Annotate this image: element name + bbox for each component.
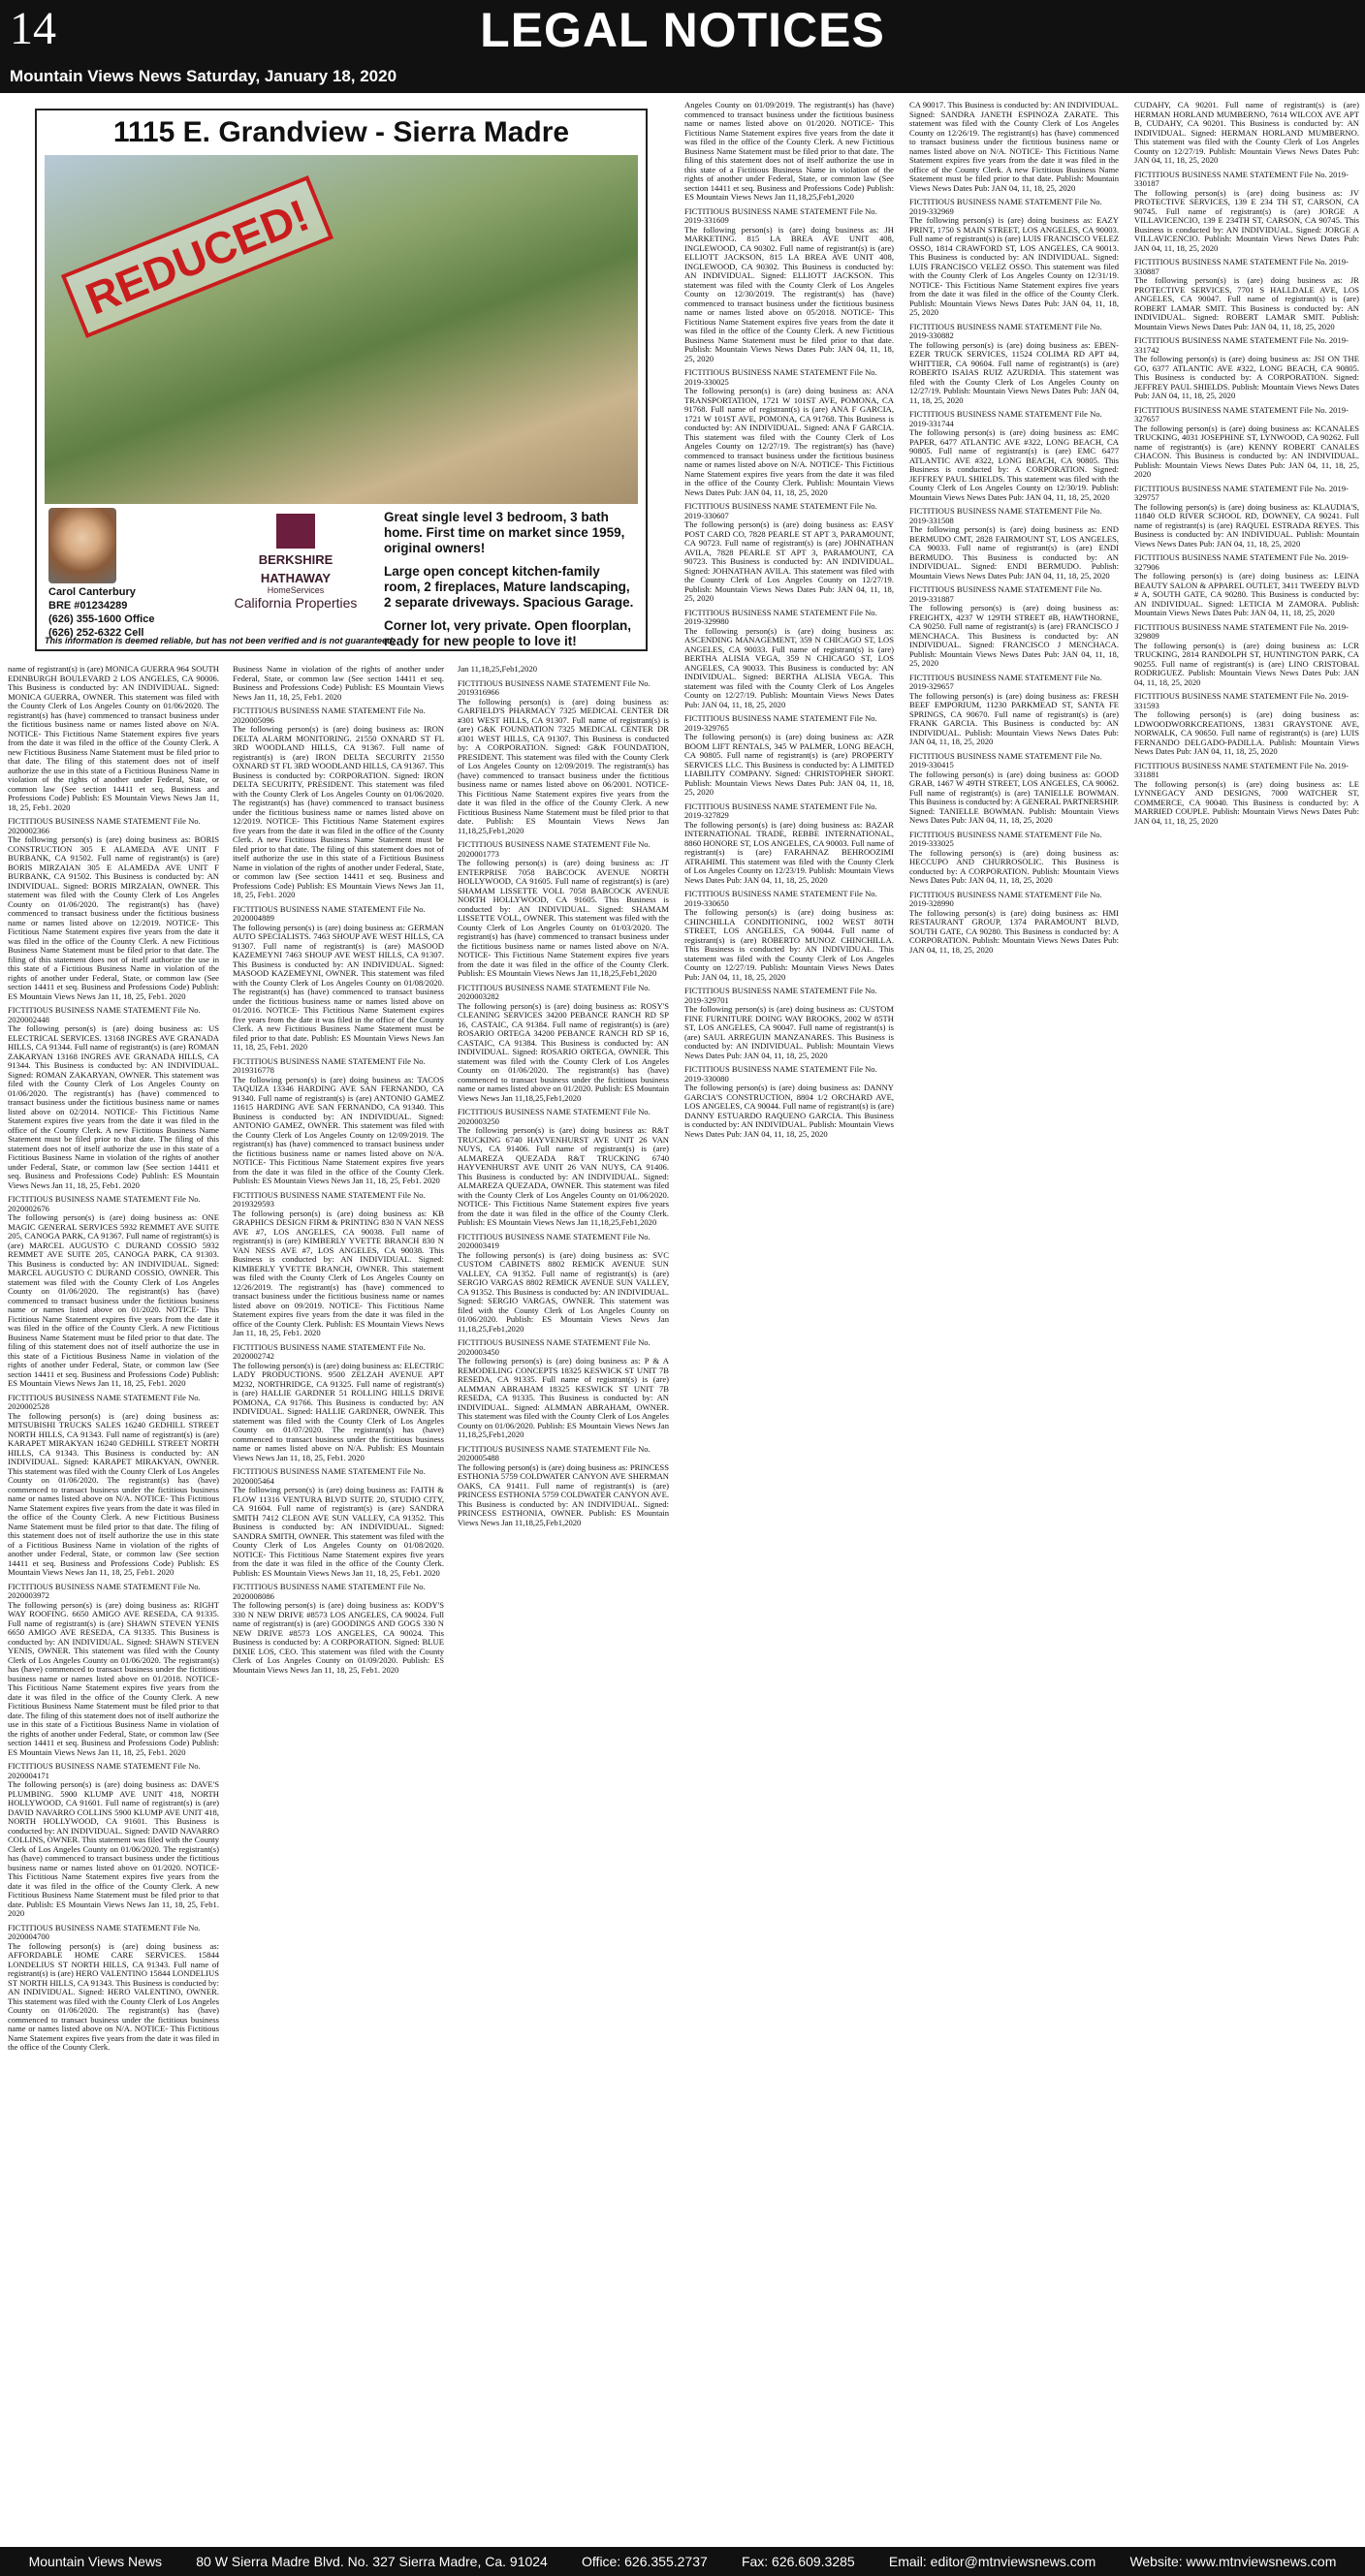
notice-body: Jan 11,18,25,Feb1,2020 (458, 665, 538, 674)
notice-heading: FICTITIOUS BUSINESS NAME STATEMENT File No. 2020002366 (8, 816, 201, 835)
section-title: LEGAL NOTICES (480, 3, 885, 57)
notice-body: The following person(s) is (are) doing business as: AZR BOOM LIFT RENTALS, 345 W PALMER, LONG BEACH, CA 90805. Full name of registrant(s) is (are) PROPERTY SERVICES LLC. This Business is conducted by: A LIMITED LIABILITY COMPANY. Signed: CHRISTOPHER SHORT. Publish: Mountain Views News Dates Pub: JAN 04, 11, 18, 25, 2020 (684, 732, 894, 797)
footer-office: Office: 626.355.2737 (582, 2554, 708, 2569)
notice-body: The following person(s) is (are) doing business as: RIGHT WAY ROOFING. 6650 AMIGO AVE RESEDA, CA 91335. Full name of registrant(s) is (are) SHAWN STEVEN YENIS 6650 AMIGO AVE RESEDA, CA 91335. This Business is conducted by: AN INDIVIDUAL. Signed: SHAWN STEVEN YENIS, OWNER. This statement was filed with the County Clerk of Los Angeles County on 01/06/2020. The registrant(s) has (have) commenced to transact business under the fictitious business name or names listed above on 01/2018. NOTICE- This Fictitious Name Statement expires five years from the date it was filed in the office of the County Clerk. A new Fictitious Business Name Statement must be filed prior to that date. The filing of this statement does not of itself authorize the use in this state of a Fictitious Business Name in violation of the rights of another under Federal, State, or common law (See section 14411 et seq. Business and Professions Code) Publish: ES Mountain Views News Jan 11, 18, 25, Feb1. 2020 (8, 1599, 219, 1757)
notice-heading: FICTITIOUS BUSINESS NAME STATEMENT File No. 2019-332969 (909, 197, 1102, 216)
broker-name-4: California Properties (234, 595, 358, 611)
notice-body: The following person(s) is (are) doing business as: HECCUPO AND CHURROSOLIC. This Business is conducted by: A CORPORATION. Publish: Mountain Views News Dates Pub: JAN 04, 11, 18, 25, 2020 (909, 847, 1119, 885)
notice-heading: FICTITIOUS BUSINESS NAME STATEMENT File No. 2019-331508 (909, 506, 1102, 525)
notice-heading: FICTITIOUS BUSINESS NAME STATEMENT File No. 2020008086 (233, 1582, 426, 1601)
notice-heading: FICTITIOUS BUSINESS NAME STATEMENT File No. 2019-329980 (684, 607, 877, 626)
notice-heading: FICTITIOUS BUSINESS NAME STATEMENT File No. 2019-330080 (684, 1064, 877, 1084)
notice-body: The following person(s) is (are) doing business as: LE LYNNEGACY AND DESIGNS, 7000 WATCHER ST, COMMERCE, CA 90040. This Business is conducted by: A MARRIED COUPLE. Publish: Mountain Views News Dates Pub: JAN 04, 11, 18, 25, 2020 (1134, 778, 1359, 826)
notice-body: The following person(s) is (are) doing business as: ANA TRANSPORTATION, 1721 W 101ST AVE, POMONA, CA 91768. Full name of registrant(s) is (are) ANA F GARCIA, 1721 W 101ST AVE, POMONA, CA 91768. This Business is conducted by: AN INDIVIDUAL. Signed: ANA F GARCIA. This statement was filed with the County Clerk of Los Angeles County on 12/27/19. The registrant(s) has (have) commenced to transact business under the fictitious business name or names listed above on N/A. NOTICE- This Fictitious Name Statement expires five years from the date it was filed in the office of the County Clerk. Publish: Mountain Views News Dates Pub: JAN 04, 11, 18, 25, 2020 (684, 386, 894, 497)
house-photo (45, 155, 638, 504)
broker-logo (213, 514, 378, 611)
notice-heading: FICTITIOUS BUSINESS NAME STATEMENT File No. 2019-329765 (684, 713, 877, 733)
notice-heading: FICTITIOUS BUSINESS NAME STATEMENT File No. 2019-333025 (909, 829, 1102, 848)
notice-heading: FICTITIOUS BUSINESS NAME STATEMENT File No. 2020002742 (233, 1341, 426, 1361)
notice-heading: FICTITIOUS BUSINESS NAME STATEMENT File No. 2019316778 (233, 1055, 426, 1075)
agent-office-phone: (626) 355-1600 Office (48, 613, 155, 625)
notice-body: The following person(s) is (are) doing business as: END BERMUDO CMT, 2828 FAIRMOUNT ST, LOS ANGELES, CA 90033. Full name of registrant(s) is (are) ENDI BERMUDO. This Business is conducted by: AN INDIVIDUAL. Signed: ENDI BERMUDO. Publish: Mountain Views News Dates Pub: JAN 04, 11, 18, 25, 2020 (909, 524, 1119, 581)
notice-heading: FICTITIOUS BUSINESS NAME STATEMENT File No. 2019-330650 (684, 889, 877, 908)
notice-heading: FICTITIOUS BUSINESS NAME STATEMENT File No. 2020002448 (8, 1005, 201, 1024)
notice-heading: FICTITIOUS BUSINESS NAME STATEMENT File No. 2020001773 (458, 839, 651, 859)
notice-body: Angeles County on 01/09/2019. The registrant(s) has (have) commenced to transact business under the fictitious business name or names listed above on 01/2020. NOTICE- This Fictitious Name Statement expires five years from the date it was filed in the office of the County Clerk. A new Fictitious Business Name Statement must be filed prior to that date. The filing of this statement does not of itself authorize the use in this state of a Fictitious Business Name in violation of the rights of another under Federal, State, or common law (See section 14411 et seq. Business and Professions Code) Publish: ES Mountain Views News Jan 11,18,25,Feb1,2020 (684, 101, 894, 202)
notice-heading: FICTITIOUS BUSINESS NAME STATEMENT File No. 2019-331609 (684, 205, 877, 225)
notice-body: The following person(s) is (are) doing business as: MITSUBISHI TRUCKS SALES 16240 GEDHILL STREET NORTH HILLS, CA 91343. Full name of registrant(s) is (are) KARAPET MIRAKYAN 16240 GEDHILL STREET NORTH HILLS, CA 91343. This Business is conducted by: AN INDIVIDUAL. Signed: KARAPET MIRAKYAN, OWNER. This statement was filed with the County Clerk of Los Angeles County on 01/06/2020. The registrant(s) has (have) commenced to transact business under the fictitious business name or names listed above on N/A. NOTICE- This Fictitious Name Statement expires five years from the date it was filed in the office of the County Clerk. A new Fictitious Business Name Statement must be filed prior to that date. The filing of this statement does not of itself authorize the use in this state of a Fictitious Business Name in violation of the rights of another under Federal, State, or common law (See section 14411 et seq. Business and Professions Code) Publish: ES Mountain Views News Jan 11, 18, 25, Feb1. 2020 (8, 1410, 219, 1577)
notice-heading: FICTITIOUS BUSINESS NAME STATEMENT File No. 2020003972 (8, 1581, 201, 1600)
notice-body: The following person(s) is (are) doing business as: JT ENTERPRISE 7058 BABCOCK AVENUE NORTH HOLLYWOOD, CA 91605. Full name of registrant(s) is (are) SHAMAM LISSETTE VOLL 7058 BABCOCK AVENUE NORTH HOLLYWOOD, CA 91605. This Business is conducted by: AN INDIVIDUAL. Signed: SHAMAM LISSETTE VOLL, OWNER. This statement was filed with the County Clerk of Los Angeles County on 01/03/2020. The registrant(s) has (have) commenced to transact business under the fictitious business name or names listed above on N/A. NOTICE- This Fictitious Name Statement expires five years from the date it was filed in the office of the County Clerk. Publish: ES Mountain Views News Jan 11,18,25,Feb1,2020 (458, 858, 669, 978)
notice-body: name of registrant(s) is (are) MONICA GUERRA 964 SOUTH EDINBURGH BOULEVARD 2 LOS ANGELES, CA 90006. This Business is conducted by: AN INDIVIDUAL. Signed: MONICA GUERRA, OWNER. This statement was filed with the County Clerk of Los Angeles County on 01/06/2020. The registrant(s) has (have) commenced to transact business under the fictitious business name or names listed above on N/A. NOTICE- This Fictitious Name Statement expires five years from the date it was filed in the office of the County Clerk. A new Fictitious Business Name Statement must be filed prior to that date. The filing of this statement does not of itself authorize the use in this state of a Fictitious Business Name in violation of the rights of another under Federal, State, or common law (See section 14411 et seq. Business and Professions Code) Publish: ES Mountain Views News Jan 11, 18, 25, Feb1. 2020 (8, 665, 219, 812)
notice-heading: FICTITIOUS BUSINESS NAME STATEMENT File No. 2019-331887 (909, 584, 1102, 604)
dateline: Mountain Views News Saturday, January 18, 2020 (0, 60, 1365, 93)
notice-body: CA 90017. This Business is conducted by: AN INDIVIDUAL. Signed: SANDRA JANETH ESPINOZA ZARATE. This statement was filed with the County Clerk of Los Angeles County on 12/26/19. The registrant(s) has (have) commenced to transact business under the fictitious business name or names listed above on N/A. NOTICE- This Fictitious Name Statement expires five years from the date it was filed in the office of the County Clerk. A new Fictitious Business Name Statement must be filed prior to that date. Publish: Mountain Views News Dates Pub: JAN 04, 11, 18, 25, 2020 (909, 101, 1119, 193)
notice-body: The following person(s) is (are) doing business as: DANNY GARCIA'S CONSTRUCTION, 8804 1/2 ORCHARD AVE, LOS ANGELES, CA 90044. Full name of registrant(s) is (are) DANNY ESTUARDO RAQUENO GARCIA. This Business is conducted by: AN INDIVIDUAL. Publish: Mountain Views News Dates Pub: JAN 04, 11, 18, 25, 2020 (684, 1083, 894, 1139)
notice-body: The following person(s) is (are) doing business as: ASCENDING MANAGEMENT, 359 N CHICAGO ST, LOS ANGELES, CA 90033. Full name of registrant(s) is (are) BERTHA ALISIA VEGA, 359 N CHICAGO ST, LOS ANGELES, CA 90033. This Business is conducted by: AN INDIVIDUAL. Signed: BERTHA ALISIA VEGA. This statement was filed with the County Clerk of Los Angeles County on 12/27/19. Publish: Mountain Views News Dates Pub: JAN 04, 11, 18, 25, 2020 (684, 625, 894, 709)
notice-heading: FICTITIOUS BUSINESS NAME STATEMENT File No. 2020002528 (8, 1392, 201, 1411)
notice-heading: FICTITIOUS BUSINESS NAME STATEMENT File No. 2019-331742 (1134, 335, 1349, 355)
notice-body: The following person(s) is (are) doing business as: TACOS TAQUIZA 13346 HARDING AVE SAN FERNANDO, CA 91340. Full name of registrant(s) is (are) ANTONIO GAMEZ 11615 HARDING AVE SAN FERNANDO, CA 91340. This Business is conducted by: AN INDIVIDUAL. Signed: ANTONIO GAMEZ, OWNER. This statement was filed with the County Clerk of Los Angeles County on 12/09/2019. The registrant(s) has (have) commenced to transact business under the fictitious business name or names listed above on N/A. NOTICE- This Fictitious Name Statement expires five years from the date it was filed in the office of the County Clerk. Publish: ES Mountain Views News Jan 11, 18, 25, Feb1. 2020 (233, 1074, 444, 1185)
notice-body: The following person(s) is (are) doing business as: JV PROTECTIVE SERVICES, 139 E 234 TH ST, CARSON, CA 90745. Full name of registrant(s) is (are) JORGE A VILLAVICENCIO, 139 E 234TH ST, CARSON, CA 90745. This Business is conducted by: AN INDIVIDUAL. Signed: JORGE A VILLAVICENCIO. Publish: Mountain Views News Dates Pub: JAN 04, 11, 18, 25, 2020 (1134, 187, 1359, 253)
notice-heading: FICTITIOUS BUSINESS NAME STATEMENT File No. 2019-327906 (1134, 552, 1349, 572)
column-6 (1134, 101, 1359, 2537)
footer-fax: Fax: 626.609.3285 (741, 2554, 855, 2569)
notice-heading: FICTITIOUS BUSINESS NAME STATEMENT File No. 2019-331881 (1134, 760, 1349, 779)
notice-heading: FICTITIOUS BUSINESS NAME STATEMENT File No. 2020005464 (233, 1466, 426, 1486)
notice-heading: FICTITIOUS BUSINESS NAME STATEMENT File No. 2019-327829 (684, 801, 877, 820)
notice-heading: FICTITIOUS BUSINESS NAME STATEMENT File No. 2019-330882 (909, 321, 1102, 340)
notice-body: The following person(s) is (are) doing business as: US ELECTRICAL SERVICES. 13168 INGRES AVE GRANADA HILLS, CA 91344. Full name of registrant(s) is (are) ROMAN ZAKARYAN 13168 INGRES AVE GRANADA HILLS, CA 91344. This Business is conducted by: AN INDIVIDUAL. Signed: ROMAN ZAKARYAN, OWNER. This statement was filed with the County Clerk of Los Angeles County on 01/06/2020. The registrant(s) has (have) commenced to transact business under the fictitious business name or names listed above on 02/2014. NOTICE- This Fictitious Name Statement expires five years from the date it was filed in the office of the County Clerk. A new Fictitious Business Name Statement must be filed prior to that date. The filing of this statement does not of itself authorize the use in this state of a Fictitious Business Name in violation of the rights of another under Federal, State, or common law (See section 14411 et seq. Business and Professions Code) Publish: ES Mountain Views News Jan 11, 18, 25, Feb1. 2020 (8, 1023, 219, 1190)
notice-heading: FICTITIOUS BUSINESS NAME STATEMENT File No. 2019-330887 (1134, 257, 1349, 276)
notice-body: The following person(s) is (are) doing business as: ELECTRIC LADY PRODUCTIONS. 9500 ZELZAH AVENUE APT M232, NORTHRIDGE, CA 91325. Full name of registrant(s) is (are) HALLIE GARDNER 51 ROLLING HILLS DRIVE POMONA, CA 91766. This Business is conducted by: AN INDIVIDUAL. Signed: HALLIE GARDNER, OWNER. This statement was filed with the County Clerk of Los Angeles County on 01/07/2020. The registrant(s) has (have) commenced to transact business under the fictitious business name or names listed above on N/A. Publish: ES Mountain Views News Jan 11, 18, 25, Feb1. 2020 (233, 1360, 444, 1462)
notice-body: The following person(s) is (are) doing business as: AFFORDABLE HOME CARE SERVICES. 15844 LONDELIUS ST NORTH HILLS, CA 91343. Full name of registrant(s) is (are) HERO VALENTINO 15844 LONDELIUS ST NORTH HILLS, CA 91343. This Business is conducted by: AN INDIVIDUAL. Signed: HERO VALENTINO, OWNER. This statement was filed with the County Clerk of Los Angeles County on 01/06/2020. The registrant(s) has (have) commenced to transact business under the fictitious business name or names listed above on N/A. NOTICE- This Fictitious Name Statement expires five years from the date it was filed in the office of the County Clerk. (8, 1940, 219, 2052)
notice-heading: FICTITIOUS BUSINESS NAME STATEMENT File No. 2019-330025 (684, 367, 877, 387)
agent-name: Carol Canterbury (48, 586, 136, 598)
notice-heading: FICTITIOUS BUSINESS NAME STATEMENT File No. 2019-328990 (909, 889, 1102, 908)
notice-body: The following person(s) is (are) doing business as: LDWOODWORKCREATIONS, 13831 GRAYSTONE AVE, NORWALK, CA 90650. Full name of registrant(s) is (are) LUIS FERNANDO DELGADO-PADILLA. Publish: Mountain Views News Dates Pub: JAN 04, 11, 18, 25, 2020 (1134, 709, 1359, 756)
agent-photo (48, 508, 116, 583)
footer-paper: Mountain Views News (28, 2554, 163, 2569)
reduced-stamp: REDUCED! (61, 175, 333, 338)
column-3 (458, 665, 669, 2537)
notice-heading: FICTITIOUS BUSINESS NAME STATEMENT File No. 2019-330607 (684, 501, 877, 520)
notice-body: The following person(s) is (are) doing business as: EBEN-EZER TRUCK SERVICES, 11524 COLIMA RD APT #4, WHITTIER, CA 90604. Full name of registrant(s) is (are) ROBERTO ISAIAS RUIZ AZURDIA. This statement was filed with the County Clerk of Los Angeles County on 12/27/19. Publish: Mountain Views News Dates Pub: JAN 04, 11, 18, 25, 2020 (909, 339, 1119, 405)
notice-body: The following person(s) is (are) doing business as: BAZAR INTERNATIONAL TRADE, REBBE INTERNATIONAL, 8860 HONORE ST, LOS ANGELES, CA 90003. Full name of registrant(s) is (are) FARAHNAZ BEHROOZIMI ATRAHIMI. This statement was filed with the County Clerk of Los Angeles County on 12/23/19. Publish: Mountain Views News Dates Pub: JAN 04, 11, 18, 25, 2020 (684, 819, 894, 885)
agent-bre: BRE #01234289 (48, 600, 128, 612)
notice-heading: FICTITIOUS BUSINESS NAME STATEMENT File No. 2020003450 (458, 1337, 651, 1357)
notice-heading: FICTITIOUS BUSINESS NAME STATEMENT File No. 2020003250 (458, 1107, 651, 1126)
page-number: 14 (10, 3, 56, 54)
notice-body: The following person(s) is (are) doing business as: FRESH BEEF EMPORIUM, 11230 PARKMEAD ST, SANTA FE SPRINGS, CA 90670. Full name of registrant(s) is (are) FRANK GARCIA. This Business is conducted by: AN INDIVIDUAL. Publish: Mountain Views News Dates Pub: JAN 04, 11, 18, 25, 2020 (909, 690, 1119, 746)
notice-body: The following person(s) is (are) doing business as: DAVE'S PLUMBING. 5900 KLUMP AVE UNIT 418, NORTH HOLLYWOOD, CA 91601. Full name of registrant(s) is (are) DAVID NAVARRO COLLINS 5900 KLUMP AVE UNIT 418, NORTH HOLLYWOOD, CA 91601. This Business is conducted by: AN INDIVIDUAL. Signed: DAVID NAVARRO COLLINS, OWNER. This statement was filed with the County Clerk of Los Angeles County on 01/06/2020. The registrant(s) has (have) commenced to transact business under the fictitious business name or names listed above on 01/2020. NOTICE- This Fictitious Name Statement expires five years from the date it was filed in the office of the County Clerk. A new Fictitious Business Name Statement must be filed prior to that date. Publish: ES Mountain Views News Jan 11, 18, 25, Feb1. 2020 (8, 1779, 219, 1918)
notice-body: The following person(s) is (are) doing business as: P & A REMODELING CONCEPTS 18325 KESWICK ST UNIT 7B RESEDA, CA 91335. Full name of registrant(s) is (are) ALMMAN ABRAHAM 18325 KESWICK ST UNIT 7B RESEDA, CA 91335. This Business is conducted by: AN INDIVIDUAL. Signed: ALMMAN ABRAHAM, OWNER. This statement was filed with the County Clerk of Los Angeles County on 01/06/2020. Publish: ES Mountain Views News Jan 11,18,25,Feb1,2020 (458, 1356, 669, 1439)
footer-address: 80 W Sierra Madre Blvd. No. 327 Sierra Madre, Ca. 91024 (196, 2554, 548, 2569)
ad-desc-1: Great single level 3 bedroom, 3 bath home. First time on market since 1959, original owners! (384, 510, 625, 555)
column-5 (909, 101, 1119, 2537)
notice-heading: FICTITIOUS BUSINESS NAME STATEMENT File No. 2019-329757 (1134, 483, 1349, 502)
notice-heading: FICTITIOUS BUSINESS NAME STATEMENT File No. 2019-331593 (1134, 691, 1349, 710)
notice-heading: FICTITIOUS BUSINESS NAME STATEMENT File No. 2020004889 (233, 903, 426, 923)
notice-body: The following person(s) is (are) doing business as: IRON DELTA ALARM MONITORING. 21550 OXNARD ST FL 3RD WOODLAND HILLS, CA 91367. Full name of registrant(s) is (are) IRON DELTA SECURITY 21550 OXNARD ST FL 3RD WOODLAND HILLS, CA 91367. This Business is conducted by: CORPORATION. Signed: IRON DELTA SECURITY, PRESIDENT. This statement was filed with the County Clerk of Los Angeles County on 01/06/2020. The registrant(s) has (have) commenced to transact business under the fictitious business name or names listed above on 12/2019. NOTICE- This Fictitious Name Statement expires five years from the date it was filed in the office of the County Clerk. A new Fictitious Business Name Statement must be filed prior to that date. The filing of this statement does not of itself authorize the use in this state of a Fictitious Business Name in violation of the rights of another under Federal, State, or common law (See section 14411 et seq. Business and Professions Code) Publish: ES Mountain Views News Jan 11, 18, 25, Feb1. 2020 (233, 724, 444, 899)
notice-heading: FICTITIOUS BUSINESS NAME STATEMENT File No. 2019-331744 (909, 409, 1102, 428)
notice-body: The following person(s) is (are) doing business as: GARFIELD'S PHARMACY 7325 MEDICAL CENTER DR #301 WEST HILLS, CA 91307. Full name of registrant(s) is (are) G&K FOUNDATION 7325 MEDICAL CENTER DR #301 WEST HILLS, CA 91307. This Business is conducted by: A CORPORATION. Signed: G&K FOUNDATION, PRESIDENT. This statement was filed with the County Clerk of Los Angeles County on 12/09/2019. The registrant(s) has (have) commenced to transact business under the fictitious business name or names listed above on 06/2001. NOTICE- This Fictitious Name Statement expires five years from the date it was filed in the office of the County Clerk. A new Fictitious Business Name Statement must be filed prior to that date. Publish: ES Mountain Views News Jan 11,18,25,Feb1,2020 (458, 696, 669, 835)
ad-description (384, 510, 640, 657)
notice-body: The following person(s) is (are) doing business as: HMI RESTAURANT GROUP, 1374 PARAMOUNT BLVD, SOUTH GATE, CA 90280. This Business is conducted by: A CORPORATION. Publish: Mountain Views News Dates Pub: JAN 04, 11, 18, 25, 2020 (909, 907, 1119, 955)
notice-heading: FICTITIOUS BUSINESS NAME STATEMENT File No. 2019316966 (458, 677, 651, 697)
notice-body: The following person(s) is (are) doing business as: KLAUDIA'S, 11840 OLD RIVER SCHOOL RD, DOWNEY, CA 90241. Full name of registrant(s) is (are) RAQUEL ESTRADA REYES. This Business is conducted by: AN INDIVIDUAL. Publish: Mountain Views News Dates Pub: JAN 04, 11, 18, 25, 2020 (1134, 501, 1359, 549)
notice-body: CUDAHY, CA 90201. Full name of registrant(s) is (are) HERMAN HORLAND MUMBERNO, 7614 WILCOX AVE APT B, CUDAHY, CA 90201. This Business is conducted by: AN INDIVIDUAL. Signed: HERMAN HORLAND MUMBERNO. This statement was filed with the County Clerk of Los Angeles County on 12/27/19. Publish: Mountain Views News Dates Pub: JAN 04, 11, 18, 25, 2020 (1134, 101, 1359, 165)
notice-body: The following person(s) is (are) doing business as: EMC PAPER, 6477 ATLANTIC AVE #322, LONG BEACH, CA 90805. Full name of registrant(s) is (are) EMC 6477 ATLANTIC AVE #322, LONG BEACH, CA 90805. This Business is conducted by: A CORPORATION. Signed: JEFFREY PAUL SHIELDS. This statement was filed with the County Clerk of Los Angeles County on 12/30/19. Publish: Mountain Views News Dates Pub: JAN 04, 11, 18, 25, 2020 (909, 427, 1119, 502)
broker-logo-icon (276, 514, 315, 549)
column-2 (233, 665, 444, 2537)
footer-website[interactable]: Website: www.mtnviewsnews.com (1129, 2554, 1337, 2569)
notice-body: The following person(s) is (are) doing business as: KB GRAPHICS DESIGN FIRM & PRINTING 830 N VAN NESS AVE #7, LOS ANGELES, CA 90038. Full name of registrant(s) is (are) KIMBERLY YVETTE BRANCH 830 N VAN NESS AVE #7, LOS ANGELES, CA 90038. This Business is conducted by: AN INDIVIDUAL. Signed: KIMBERLY YVETTE BRANCH, OWNER. This statement was filed with the County Clerk of Los Angeles County on 12/26/2019. The registrant(s) has (have) commenced to transact business under the fictitious business name or names listed above on 09/2019. NOTICE- This Fictitious Name Statement expires five years from the date it was filed in the office of the County Clerk. Publish: ES Mountain Views News Jan 11, 18, 25, Feb1. 2020 (233, 1208, 444, 1337)
footer-email[interactable]: Email: editor@mtnviewsnews.com (888, 2554, 1096, 2569)
notice-heading: FICTITIOUS BUSINESS NAME STATEMENT File No. 2020003282 (458, 982, 651, 1001)
notice-heading: FICTITIOUS BUSINESS NAME STATEMENT File No. 2020002676 (8, 1194, 201, 1213)
column-1 (8, 665, 219, 2537)
notice-body: The following person(s) is (are) doing business as: FREIGHTX, 4237 W 129TH STREET #B, HAWTHORNE, CA 90250. Full name of registrant(s) is (are) FRANCISCO J MENCHACA. This Business is conducted by: AN INDIVIDUAL. Signed: FRANCISCO J MENCHACA. Publish: Mountain Views News Dates Pub: JAN 04, 11, 18, 25, 2020 (909, 603, 1119, 668)
masthead (0, 0, 1365, 60)
notice-heading: FICTITIOUS BUSINESS NAME STATEMENT File No. 2019-330415 (909, 750, 1102, 770)
notice-body: The following person(s) is (are) doing business as: LEINA BEAUTY SALON & APPAREL OUTLET, 3411 TWEEDY BLVD # A, SOUTH GATE, CA 90280. This Business is conducted by: AN INDIVIDUAL. Signed: LETICIA M ZAMORA. Publish: Mountain Views News Dates Pub: JAN 04, 11, 18, 25, 2020 (1134, 571, 1359, 617)
notice-heading: FICTITIOUS BUSINESS NAME STATEMENT File No. 2019329593 (233, 1189, 426, 1209)
notice-body: The following person(s) is (are) doing business as: ROSY'S CLEANING SERVICES 34200 PEBANCE RANCH RD SP 16, CASTAIC, CA 91384. Full name of registrant(s) is (are) ROSARIO ORTEGA 34200 PEBANCE RANCH RD SP 16, CASTAIC, CA 91384. This Business is conducted by: AN INDIVIDUAL. Signed: ROSARIO ORTEGA, OWNER. This statement was filed with the County Clerk of Los Angeles County on 01/06/2020. The registrant(s) has (have) commenced to transact business under the fictitious business name or names listed above on 01/2020. Publish: ES Mountain Views News Jan 11,18,25,Feb1,2020 (458, 1000, 669, 1103)
agent-cell-phone: (626) 252-6322 Cell (48, 627, 144, 639)
notice-body: The following person(s) is (are) doing business as: SVC CUSTOM CABINETS 8802 REMICK AVENUE SUN VALLEY, CA 91352. Full name of registrant(s) is (are) SERGIO VARGAS 8802 REMICK AVENUE SUN VALLEY, CA 91352. This Business is conducted by: AN INDIVIDUAL. Signed: SERGIO VARGAS, OWNER. This statement was filed with the County Clerk of Los Angeles County on 01/06/2020. Publish: ES Mountain Views News Jan 11,18,25,Feb1,2020 (458, 1249, 669, 1334)
real-estate-ad (35, 109, 648, 651)
agent-info (48, 585, 204, 640)
notice-heading: FICTITIOUS BUSINESS NAME STATEMENT File No. 2020004700 (8, 1922, 201, 1941)
ad-desc-2: Large open concept kitchen-family room, 2 fireplaces, Mature landscaping, 2 separate driveways. Spacious Garage. (384, 564, 634, 610)
notice-body: The following person(s) is (are) doing business as: PRINCESS ESTHONIA 5759 COLDWATER CANYON AVE SHERMAN OAKS, CA 91411. Full name of registrant(s) is (are) PRINCESS ESTHONIA 5759 COLDWATER CANYON AVE. This Business is conducted by: AN INDIVIDUAL. Signed: PRINCESS ESTHONIA, OWNER. Publish: ES Mountain Views News Jan 11,18,25,Feb1,2020 (458, 1461, 669, 1527)
notice-body: The following person(s) is (are) doing business as: GERMAN AUTO SPECIALISTS. 7463 SHOUP AVE WEST HILLS, CA 91307. Full name of registrant(s) is (are) MASOOD KAZEMEYNI 7463 SHOUP AVE WEST HILLS, CA 91307. This Business is conducted by: AN INDIVIDUAL. Signed: MASOOD KAZEMEYNI, OWNER. This statement was filed with the County Clerk of Los Angeles County on 01/08/2020. The registrant(s) has (have) commenced to transact business under the fictitious business name or names listed above on 01/2016. NOTICE- This Fictitious Name Statement expires five years from the date it was filed in the office of the County Clerk. A new Fictitious Business Name Statement must be filed prior to that date. Publish: ES Mountain Views News Jan 11, 18, 25, Feb1. 2020 (233, 922, 444, 1052)
notice-body: The following person(s) is (are) doing business as: KCANALES TRUCKING, 4031 JOSEPHINE ST, LYNWOOD, CA 90262. Full name of registrant(s) is (are) KENNY ROBERT CANALES CHACON. This Business is conducted by: AN INDIVIDUAL. Publish: Mountain Views News Dates Pub: JAN 04, 11, 18, 25, 2020 (1134, 423, 1359, 479)
broker-name-3: HomeServices (267, 585, 325, 595)
notice-body: The following person(s) is (are) doing business as: LCR TRUCKING, 2814 RANDOLPH ST, HUNTINGTON PARK, CA 90255. Full name of registrant(s) is (are) LINO CRISTOBAL RODRIGUEZ. Publish: Mountain Views News Dates Pub: JAN 04, 11, 18, 25, 2020 (1134, 640, 1359, 687)
notice-body: The following person(s) is (are) doing business as: GOOD GRAB, 1467 W 49TH STREET, LOS ANGELES, CA 90062. Full name of registrant(s) is (are) TANIELLE BOWMAN. This Business is conducted by: A GENERAL PARTNERSHIP. Signed: TANIELLE BOWMAN. Publish: Mountain Views News Dates Pub: JAN 04, 11, 18, 25, 2020 (909, 769, 1119, 825)
notice-body: The following person(s) is (are) doing business as: ONE MAGIC GENERAL SERVICES 5932 REMMET AVE SUITE 205, CANOGA PARK, CA 91367. Full name of registrant(s) is (are) MARCEL AUGUSTO C DURAND COSSIO 5932 REMMET AVE SUITE 205, CANOGA PARK, CA 91303. This Business is conducted by: AN INDIVIDUAL. Signed: MARCEL AUGUSTO C DURAND COSSIO, OWNER. This statement was filed with the County Clerk of Los Angeles County on 01/06/2020. The registrant(s) has (have) commenced to transact business under the fictitious business name or names listed above on 01/2020. NOTICE- This Fictitious Name Statement expires five years from the date it was filed in the office of the County Clerk. A new Fictitious Business Name Statement must be filed prior to that date. The filing of this statement does not of itself authorize the use in this state of a Fictitious Business Name in violation of the rights of another under Federal, State, or common law (See section 14411 et seq. Business and Professions Code) Publish: ES Mountain Views News Jan 11, 18, 25, Feb1. 2020 (8, 1212, 219, 1388)
column-4 (684, 101, 894, 2537)
notice-heading: FICTITIOUS BUSINESS NAME STATEMENT File No. 2020004171 (8, 1761, 201, 1780)
ad-title: 1115 E. Grandview - Sierra Madre (112, 116, 570, 148)
notice-heading: FICTITIOUS BUSINESS NAME STATEMENT File No. 2019-329657 (909, 672, 1102, 691)
broker-name-2: HATHAWAY (260, 571, 332, 585)
notice-body: The following person(s) is (are) doing business as: EASY POST CARD CO, 7828 PEARLE ST APT 3, PARAMOUNT, CA 90723. Full name of registrant(s) is (are) JOHNATHAN AVILA, 7828 PEARLE ST APT 3, PARAMOUNT, CA 90723. This Business is conducted by: AN INDIVIDUAL. Signed: JOHNATHAN AVILA. This statement was filed with the County Clerk of Los Angeles County on 12/27/19. Publish: Mountain Views News Dates Pub: JAN 04, 11, 18, 25, 2020 (684, 519, 894, 603)
notice-body: The following person(s) is (are) doing business as: JR PROTECTIVE SERVICES, 7701 S HALLDALE AVE, LOS ANGELES, CA 90047. Full name of registrant(s) is (are) ROBERT LAMAR SMIT. This Business is conducted by: AN INDIVIDUAL. Signed: ROBERT LAMAR SMIT. Publish: Mountain Views News Dates Pub: JAN 04, 11, 18, 25, 2020 (1134, 275, 1359, 331)
notice-body: The following person(s) is (are) doing business as: R&T TRUCKING 6740 HAYVENHURST AVE UNIT 26 VAN NUYS, CA 91406. Full name of registrant(s) is (are) ALMAREZA QUEZADA R&T TRUCKING 6740 HAYVENHURST AVE UNIT 26 VAN NUYS, CA 91406. This Business is conducted by: AN INDIVIDUAL. Signed: ALMAREZA QUEZADA, OWNER. This statement was filed with the County Clerk of Los Angeles County on 01/06/2020. NOTICE- This Fictitious Name Statement expires five years from the date it was filed in the office of the County Clerk. Publish: ES Mountain Views News Jan 11,18,25,Feb1,2020 (458, 1125, 669, 1227)
notice-heading: FICTITIOUS BUSINESS NAME STATEMENT File No. 2020005096 (233, 706, 426, 725)
broker-name-1: BERKSHIRE (258, 552, 333, 567)
notice-heading: FICTITIOUS BUSINESS NAME STATEMENT File No. 2019-329809 (1134, 621, 1349, 641)
notice-body: The following person(s) is (are) doing business as: CUSTOM FINE FURNITURE DOING WAY BROOKS, 2002 W 85TH ST, LOS ANGELES, CA 90047. Full name of registrant(s) is (are) SAUL ARREGUIN MANZANARES. This Business is conducted by: AN INDIVIDUAL. Publish: Mountain Views News Dates Pub: JAN 04, 11, 18, 25, 2020 (684, 1004, 894, 1060)
ad-desc-3: Corner lot, very private. Open floorplan, ready for new people to love it! (384, 618, 632, 648)
footer (0, 2547, 1365, 2576)
notice-heading: FICTITIOUS BUSINESS NAME STATEMENT File No. 2020005488 (458, 1443, 651, 1462)
notice-heading: FICTITIOUS BUSINESS NAME STATEMENT File No. 2020003419 (458, 1231, 651, 1250)
notice-body: The following person(s) is (are) doing business as: BORIS CONSTRUCTION 305 E ALAMEDA AVE UNIT F BURBANK, CA 91502. Full name of registrant(s) is (are) BORIS MIRZAIAN 305 E ALAMEDA AVE UNIT F BURBANK, CA 91502. This Business is conducted by: AN INDIVIDUAL. Signed: BORIS MIRZAIAN, OWNER. This statement was filed with the County Clerk of Los Angeles County on 01/06/2020. The registrant(s) has (have) commenced to transact business under the fictitious business name or names listed above on 12/2019. NOTICE- This Fictitious Name Statement expires five years from the date it was filed in the office of the County Clerk. A new Fictitious Business Name Statement must be filed prior to that date. The filing of this statement does not of itself authorize the use in this state of a Fictitious Business Name in violation of the rights of another under Federal, State, or common law (See section 14411 et seq. Business and Professions Code) Publish: ES Mountain Views News Jan 11, 18, 25, Feb1. 2020 (8, 834, 219, 1001)
notice-body: The following person(s) is (are) doing business as: CHINCHILLA CONDITIONING, 1002 WEST 80TH STREET, LOS ANGELES, CA 90044. Full name of registrant(s) is (are) ROBERTO MUNOZ CHINCHILLA. This Business is conducted by: AN INDIVIDUAL. This statement was filed with the County Clerk of Los Angeles County on 12/27/19. Publish: Mountain Views News Dates Pub: JAN 04, 11, 18, 25, 2020 (684, 907, 894, 982)
notice-heading: FICTITIOUS BUSINESS NAME STATEMENT File No. 2019-329701 (684, 986, 877, 1005)
notice-body: The following person(s) is (are) doing business as: JSI ON THE GO, 6377 ATLANTIC AVE #322, LONG BEACH, CA 90805. This Business is conducted by: A CORPORATION. Signed: JEFFREY PAUL SHIELDS. Publish: Mountain Views News Dates Pub: JAN 04, 11, 18, 25, 2020 (1134, 354, 1359, 400)
notice-body: The following person(s) is (are) doing business as: EAZY PRINT, 1750 S MAIN STREET, LOS ANGELES, CA 90003. Full name of registrant(s) is (are) LUIS FRANCISCO VELEZ OSSO, 1814 CRAWFORD ST, LOS ANGELES, CA 90013. This Business is conducted by: AN INDIVIDUAL. Signed: LUIS FRANCISCO VELEZ OSSO. This statement was filed with the County Clerk of Los Angeles County on 12/31/19. NOTICE- This Fictitious Name Statement expires five years from the date it was filed in the office of the County Clerk. Publish: Mountain Views News Dates Pub: JAN 04, 11, 18, 25, 2020 (909, 215, 1119, 317)
notice-heading: FICTITIOUS BUSINESS NAME STATEMENT File No. 2019-330187 (1134, 169, 1349, 188)
notice-heading: FICTITIOUS BUSINESS NAME STATEMENT File No. 2019-327657 (1134, 404, 1349, 424)
notice-body: The following person(s) is (are) doing business as: KODY'S 330 N NEW DRIVE #8573 LOS ANGELES, CA 90024. Full name of registrant(s) is (are) GOODINGS AND GOGS 330 N NEW DRIVE #8573 LOS ANGELES, CA 90024. This Business is conducted by: A CORPORATION. Signed: BLUE DIXIE LOS, CEO. This statement was filed with the County Clerk of Los Angeles County on 01/09/2020. Publish: ES Mountain Views News Jan 11, 18, 25, Feb1. 2020 (233, 1600, 444, 1675)
notice-body: Business Name in violation of the rights of another under Federal, State, or common law (See section 14411 et seq. Business and Professions Code) Publish: ES Mountain Views News Jan 11, 18, 25, Feb1. 2020 (233, 665, 444, 702)
notice-body: The following person(s) is (are) doing business as: FAITH & FLOW 11316 VENTURA BLVD SUITE 20, STUDIO CITY, CA 91604. Full name of registrant(s) is (are) SANDRA SMITH 7412 CLEON AVE SUN VALLEY, CA 91352. This Business is conducted by: AN INDIVIDUAL. Signed: SANDRA SMITH, OWNER. This statement was filed with the County Clerk of Los Angeles County on 01/08/2020. NOTICE- This Fictitious Name Statement expires five years from the date it was filed in the office of the County Clerk. Publish: ES Mountain Views News Jan 11, 18, 25, Feb1. 2020 (233, 1485, 444, 1578)
ad-disclaimer: This information is deemed reliable, but has not been verified and is not guaranteed. (45, 636, 396, 645)
notice-body: The following person(s) is (are) doing business as: JH MARKETING. 815 LA BREA AVE UNIT 408, INGLEWOOD, CA 90302. Full name of registrant(s) is (are) ELLIOTT JACKSON, 815 LA BREA AVE UNIT 408, INGLEWOOD, CA 90302. This Business is conducted by: AN INDIVIDUAL. Signed: ELLIOTT JACKSON. This statement was filed with the County Clerk of Los Angeles County on 12/30/2019. The registrant(s) has (have) commenced to transact business under the fictitious business name or names listed above on 05/2018. NOTICE- This Fictitious Name Statement expires five years from the date it was filed in the office of the County Clerk. A new Fictitious Business Name Statement must be filed prior to that date. Publish: Mountain Views News Dates Pub: JAN 04, 11, 18, 25, 2020 (684, 224, 894, 363)
